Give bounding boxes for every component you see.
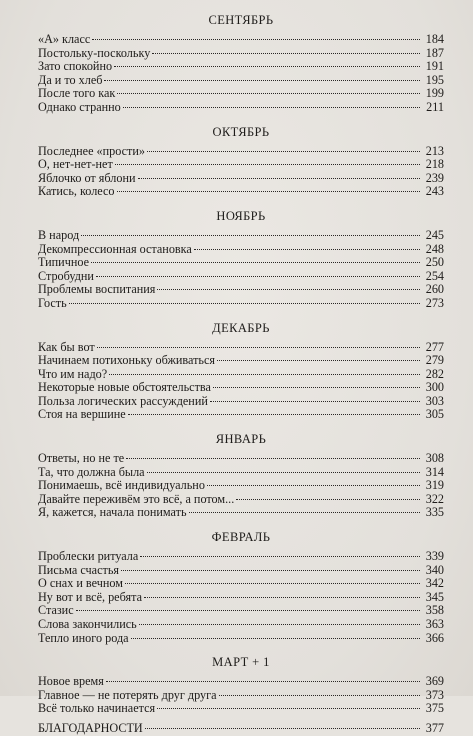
entry-page-number: 340 [425, 562, 444, 577]
entry-page-number: 254 [425, 268, 444, 283]
dot-leader [104, 80, 420, 81]
dot-leader [128, 414, 420, 415]
toc-entry [38, 395, 444, 409]
dot-leader [117, 191, 420, 192]
entry-page-number: 345 [425, 589, 444, 604]
entry-title: В народ [38, 227, 80, 242]
entry-title: Слова закончились [38, 617, 137, 631]
dot-leader [96, 276, 420, 277]
toc-entry [38, 632, 444, 646]
toc-entry [38, 702, 444, 716]
toc-section [38, 124, 444, 199]
dot-leader [106, 681, 420, 682]
entry-title: Проблески ритуала [38, 549, 139, 564]
entry-title: Та, что должна была [38, 464, 145, 479]
section-heading: СЕНТЯБРЬ [208, 13, 274, 27]
dot-leader [114, 66, 420, 67]
entry-title: Понимаешь, всё индивидуально [38, 478, 205, 493]
dot-leader [147, 151, 420, 152]
toc-section [38, 320, 444, 423]
entry-page-number: 195 [425, 72, 444, 87]
toc-entry [38, 33, 444, 47]
toc-entry [38, 47, 444, 61]
entry-page-number: 282 [425, 366, 444, 381]
dot-leader [152, 53, 420, 54]
dot-leader [97, 347, 420, 348]
entry-title: Последнее «прости» [38, 143, 145, 158]
dot-leader [123, 107, 420, 108]
toc-entry-acknowledgements [38, 722, 444, 736]
entry-page-number: 305 [425, 407, 444, 422]
entry-title: Ну вот и всё, ребята [38, 589, 142, 604]
dot-leader [217, 360, 420, 361]
entry-title: Стоя на вершине [38, 407, 126, 422]
dot-leader [76, 610, 420, 611]
entry-title: Некоторые новые обстоятельства [38, 380, 211, 395]
toc-entry [38, 297, 444, 311]
dot-leader [92, 39, 420, 40]
entry-title: Письма счастья [38, 562, 119, 577]
toc-entry [38, 341, 444, 355]
entry-page-number: 184 [425, 32, 444, 46]
toc-entry [38, 354, 444, 368]
section-gap [38, 645, 444, 654]
toc-entry [38, 243, 444, 257]
entry-page-number: 319 [425, 478, 444, 493]
dot-leader [210, 401, 420, 402]
dot-leader [131, 638, 420, 639]
entry-page-number: 335 [425, 505, 444, 520]
section-heading: НОЯБРЬ [216, 208, 266, 223]
section-gap [38, 422, 444, 431]
entry-title: Проблемы воспитания [38, 282, 156, 297]
entry-title: Как бы вот [38, 339, 95, 354]
dot-leader [81, 235, 420, 236]
section-heading: ДЕКАБРЬ [212, 320, 270, 335]
entry-page-number: 322 [425, 491, 444, 506]
dot-leader [121, 570, 420, 571]
toc-section [38, 529, 444, 645]
table-of-contents [38, 12, 444, 736]
toc-entry [38, 408, 444, 422]
entry-page-number: 375 [425, 701, 444, 716]
entry-page-number: 243 [425, 184, 444, 199]
entry-title: Стазис [38, 603, 74, 618]
toc-entry [38, 158, 444, 172]
entry-page-number: 314 [425, 464, 444, 479]
entry-title: Всё только начинается [38, 701, 156, 716]
dot-leader [189, 512, 420, 513]
dot-leader [138, 178, 421, 179]
entry-page-number: 187 [425, 45, 444, 60]
entry-title: Постольку-поскольку [38, 45, 151, 60]
entry-page-number: 279 [425, 353, 444, 368]
entry-page-number: 250 [425, 255, 444, 270]
entry-title: Польза логических рассуждений [38, 393, 208, 408]
section-heading: МАРТ + 1 [212, 655, 270, 670]
entry-title: «А» класс [38, 32, 91, 46]
dot-leader [69, 303, 420, 304]
entry-title: О, нет-нет-нет [38, 157, 113, 172]
entry-page-number: 377 [425, 720, 444, 735]
dot-leader [207, 485, 420, 486]
section-heading: ФЕВРАЛЬ [211, 530, 271, 545]
toc-entry [38, 550, 444, 564]
entry-page-number: 199 [425, 86, 444, 101]
toc-entry [38, 506, 444, 520]
toc-entry [38, 381, 444, 395]
entry-title: Новое время [38, 674, 104, 689]
entry-title: Типичное [38, 255, 90, 270]
entry-title: Я, кажется, начала понимать [38, 505, 187, 520]
entry-title: Однако странно [38, 99, 121, 114]
entry-page-number: 358 [425, 603, 444, 618]
entry-title: Главное — не потерять друг друга [38, 687, 217, 702]
dot-leader [194, 249, 420, 250]
toc-entry [38, 74, 444, 88]
toc-entry [38, 675, 444, 689]
dot-leader [139, 624, 420, 625]
toc-section [38, 12, 444, 115]
toc-entry [38, 479, 444, 493]
section-heading: ЯНВАРЬ [215, 432, 267, 447]
section-gap [38, 199, 444, 208]
dot-leader [109, 374, 420, 375]
entry-title: О снах и вечном [38, 576, 123, 591]
entry-title: Давайте переживём это всё, а потом... [38, 491, 235, 506]
entry-title: После того как [38, 86, 116, 101]
entry-title: Тепло иного рода [38, 630, 129, 645]
toc-entry [38, 466, 444, 480]
entry-title: Начинаем потихоньку обживаться [38, 353, 215, 368]
entry-title: Гость [38, 295, 67, 310]
entry-page-number: 366 [425, 630, 444, 645]
entry-page-number: 239 [425, 170, 444, 185]
section-gap [38, 520, 444, 529]
toc-section [38, 208, 444, 311]
entry-title: Ответы, но не те [38, 451, 125, 466]
toc-entry [38, 577, 444, 591]
entry-page-number: 342 [425, 576, 444, 591]
toc-entry [38, 87, 444, 101]
entry-page-number: 260 [425, 282, 444, 297]
entry-page-number: 339 [425, 549, 444, 564]
toc-entry [38, 283, 444, 297]
entry-page-number: 369 [425, 674, 444, 689]
entry-page-number: 300 [425, 380, 444, 395]
toc-entry [38, 60, 444, 74]
entry-page-number: 191 [425, 59, 444, 74]
entry-page-number: 373 [425, 687, 444, 702]
toc-entry [38, 618, 444, 632]
dot-leader [91, 262, 420, 263]
entry-page-number: 273 [425, 295, 444, 310]
dot-leader [157, 289, 420, 290]
dot-leader [140, 556, 420, 557]
toc-entry [38, 564, 444, 578]
entry-page-number: 363 [425, 617, 444, 631]
dot-leader [147, 472, 420, 473]
section-gap [38, 311, 444, 320]
toc-section [38, 654, 444, 716]
toc-entry [38, 229, 444, 243]
toc-entry [38, 452, 444, 466]
entry-title: БЛАГОДАРНОСТИ [38, 720, 143, 735]
entry-title: Катись, колесо [38, 184, 115, 199]
toc-entry [38, 604, 444, 618]
entry-page-number: 211 [426, 99, 444, 114]
dot-leader [126, 458, 420, 459]
dot-leader [117, 93, 420, 94]
toc-entry [38, 185, 444, 199]
toc-entry [38, 256, 444, 270]
dot-leader [115, 164, 420, 165]
dot-leader [145, 728, 420, 729]
toc-entry [38, 368, 444, 382]
dot-leader [213, 387, 420, 388]
entry-title: Что им надо? [38, 366, 108, 381]
entry-page-number: 248 [425, 241, 444, 256]
entry-page-number: 213 [425, 143, 444, 158]
section-heading: ОКТЯБРЬ [212, 124, 270, 139]
entry-title: Яблочко от яблони [38, 170, 136, 185]
entry-page-number: 218 [425, 157, 444, 172]
entry-page-number: 303 [425, 393, 444, 408]
entry-page-number: 308 [425, 451, 444, 466]
entry-title: Зато спокойно [38, 59, 113, 74]
dot-leader [157, 708, 420, 709]
entry-title: Стробудни [38, 268, 94, 283]
toc-entry [38, 172, 444, 186]
dot-leader [236, 499, 420, 500]
entry-page-number: 245 [425, 227, 444, 242]
toc-section [38, 431, 444, 520]
dot-leader [144, 597, 420, 598]
entry-title: Декомпрессионная остановка [38, 241, 192, 256]
entry-page-number: 277 [425, 339, 444, 354]
section-gap [38, 115, 444, 124]
toc-entry [38, 591, 444, 605]
entry-title: Да и то хлеб [38, 72, 103, 87]
toc-entry [38, 145, 444, 159]
toc-entry [38, 270, 444, 284]
toc-entry [38, 493, 444, 507]
toc-entry [38, 101, 444, 115]
dot-leader [125, 583, 420, 584]
